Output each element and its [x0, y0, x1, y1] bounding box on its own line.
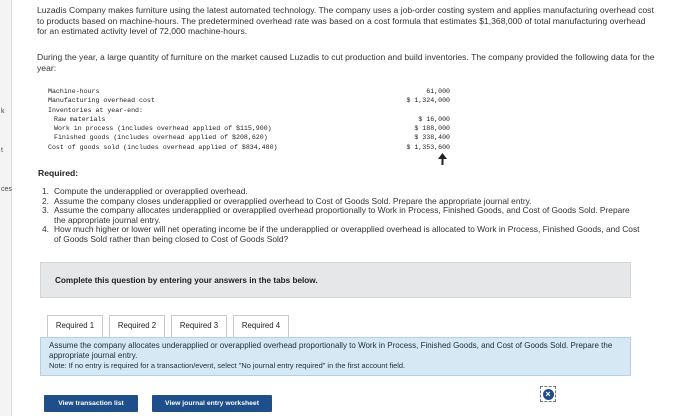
sidebar-mark-2: t	[1, 147, 3, 154]
instructions-box	[40, 262, 631, 298]
view-journal-worksheet-button[interactable]: View journal entry worksheet	[152, 395, 272, 412]
tab-required-2[interactable]: Required 2	[109, 315, 165, 337]
left-sidebar-strip	[0, 0, 12, 416]
required-list	[42, 187, 642, 245]
data-row	[48, 134, 450, 142]
data-label: Finished goods (includes overhead applied of $208,620)	[54, 134, 268, 141]
close-circle-icon: ×	[543, 389, 554, 400]
data-row	[48, 107, 450, 115]
data-value: $ 338,400	[414, 134, 450, 141]
help-icon[interactable]	[540, 386, 556, 402]
item-text: Compute the underapplied or overapplied overhead.	[54, 186, 248, 196]
list-item	[42, 225, 642, 244]
data-row	[48, 125, 450, 133]
data-row	[48, 97, 450, 105]
item-number: 1.	[42, 186, 49, 196]
data-value: $ 1,353,600	[406, 144, 450, 151]
problem-paragraph-2: During the year, a large quantity of furniture on the market caused Luzadis to cut production and build inventories. The company provided the following data for the year:	[37, 52, 655, 73]
item-number: 2.	[42, 195, 49, 206]
required-heading: Required:	[38, 168, 79, 178]
mouse-cursor-icon	[438, 153, 447, 165]
tab-required-3[interactable]: Required 3	[171, 315, 227, 337]
data-row	[48, 88, 450, 96]
data-row	[48, 144, 450, 152]
data-value: $ 188,000	[414, 125, 450, 132]
item-text: Assume the company allocates underapplied or overapplied overhead proportionally to Work in Process, Finished Goods, and Cost of Goods Sold. Prepare the appropriate journal entry.	[54, 205, 630, 225]
item-number: 4.	[42, 224, 49, 235]
data-label: Raw materials	[54, 116, 106, 123]
item-text: How much higher or lower will net operating income be if the underapplied or overapplied overhead is allocated to Work in Process, Finished Goods, and Cost of Goods Sold rather than being closed to Cost of Goods Sold?	[54, 224, 640, 244]
sidebar-mark-3: ces	[1, 186, 12, 193]
data-value: $ 1,324,000	[406, 97, 450, 104]
tab-content-panel	[40, 337, 631, 376]
view-transaction-list-button[interactable]: View transaction list	[44, 395, 138, 412]
data-label: Work in process (includes overhead applied of $115,900)	[54, 125, 272, 132]
item-text: Assume the company closes underapplied or overapplied overhead to Cost of Goods Sold. Prepare the appropriate journal entry.	[54, 195, 532, 206]
item-number: 3.	[42, 205, 49, 216]
sidebar-mark-1: k	[1, 108, 5, 115]
panel-instructions: Assume the company allocates underapplied or overapplied overhead proportionally to Work in Process, Finished Goods, and Cost of Goods Sold. Prepare the appropriate journal entry.	[49, 341, 613, 360]
data-label: Inventories at year-end:	[48, 107, 143, 114]
instructions-text: Complete this question by entering your answers in the tabs below.	[55, 276, 318, 285]
data-label: Cost of goods sold (includes overhead applied of $834,480)	[48, 144, 278, 151]
panel-note: Note: If no entry is required for a transaction/event, select "No journal entry required" in the first account field.	[49, 361, 406, 370]
list-item	[42, 206, 642, 225]
data-label: Manufacturing overhead cost	[48, 97, 155, 104]
tab-required-1[interactable]: Required 1	[47, 315, 103, 337]
data-label: Machine-hours	[48, 88, 100, 95]
tab-required-4[interactable]: Required 4	[233, 315, 289, 337]
data-value: 61,000	[426, 88, 450, 95]
data-row	[48, 116, 450, 124]
problem-intro: Luzadis Company makes furniture using the latest automated technology. The company uses a job-order costing system and applies manufacturing overhead cost to products based on machine-hours. The predetermined overhead rate was based on a cost formula that estimates $1,368,000 of total manufacturing overhead for an estimated activity level of 72,000 machine-hours.	[37, 5, 654, 37]
data-value: $ 16,000	[418, 116, 450, 123]
